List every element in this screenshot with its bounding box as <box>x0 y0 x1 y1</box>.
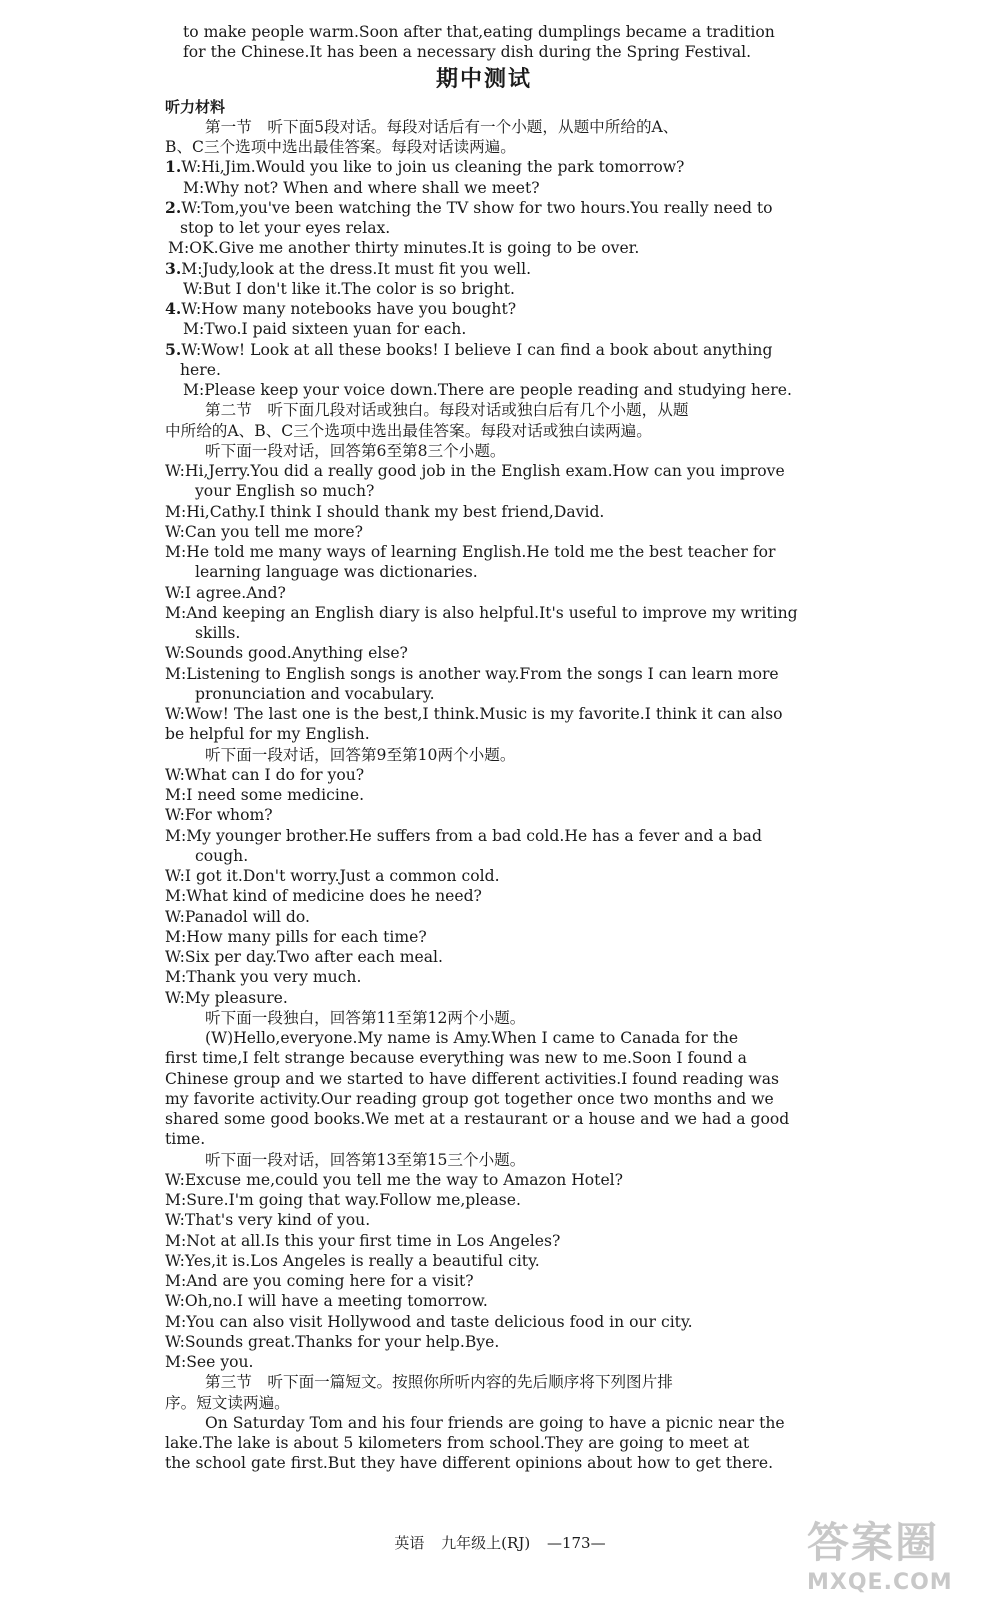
dialogue-heading: 听下面一段对话，回答第9至第10两个小题。 <box>205 745 516 764</box>
dialogue-line: W:I got it.Don't worry.Just a common cold. <box>165 867 500 885</box>
page-content <box>165 22 803 1474</box>
monologue-block <box>165 1028 803 1150</box>
watermark-text: 答案圈 <box>807 1518 940 1567</box>
monologue-line: my favorite activity.Our reading group got together once two months and we <box>165 1089 774 1108</box>
section2-instruction: 第二节 听下面几段对话或独白。每段对话或独白后有几个小题，从题 <box>205 401 689 420</box>
dialogue-line: W:Excuse me,could you tell me the way to Amazon Hotel? <box>165 1170 624 1189</box>
dialogue-line: W:Can you tell me more? <box>165 522 363 541</box>
dialogue-line: M:Not at all.Is this your first time in Los Angeles? <box>165 1231 561 1250</box>
dialogue-line: M:And are you coming here for a visit? <box>165 1272 474 1290</box>
dialogue-line: W:Hi,Jerry.You did a really good job in the English exam.How can you improve your English so much? <box>165 462 785 501</box>
monologue-line: time. <box>165 1130 206 1149</box>
dialogue-line: M:My younger brother.He suffers from a bad cold.He has a fever and a bad cough. <box>165 826 762 865</box>
monologue-line: shared some good books.We met at a restaurant or a house and we had a good <box>165 1110 790 1128</box>
intro-line: to make people warm.Soon after that,eating dumplings became a tradition <box>183 23 775 41</box>
page-title: 期中测试 <box>435 66 532 92</box>
passage-block <box>165 1413 803 1474</box>
dialogue-line: M:See you. <box>165 1353 254 1371</box>
dialogue-line: M:He told me many ways of learning English.He told me the best teacher for learning language was dictionaries. <box>165 543 776 582</box>
dialogue-block <box>165 461 803 745</box>
dialogue-line: W:That's very kind of you. <box>165 1211 371 1230</box>
dialogue-line: M:How many pills for each time? <box>165 927 427 946</box>
passage-line: lake.The lake is about 5 kilometers from school.They are going to meet at <box>165 1434 750 1452</box>
dialogue-line: 4.W:How many notebooks have you bought? <box>165 299 517 318</box>
dialogue-line: M:What kind of medicine does he need? <box>165 887 482 906</box>
dialogue-line: M:Hi,Cathy.I think I should thank my best friend,David. <box>165 502 605 521</box>
passage-line: the school gate first.But they have different opinions about how to get there. <box>165 1454 774 1473</box>
dialogue-line: W:My pleasure. <box>165 988 288 1007</box>
dialogue-line: M:Sure.I'm going that way.Follow me,please. <box>165 1191 521 1209</box>
watermark-url: MXQE.COM <box>807 1570 953 1595</box>
watermark-logo <box>807 1510 982 1595</box>
dialogue-heading: 听下面一段对话，回答第6至第8三个小题。 <box>205 441 506 460</box>
dialogue-line: W:For whom? <box>165 806 273 825</box>
dialogue-line: M:I need some medicine. <box>165 786 365 804</box>
dialogue-line: M:Thank you very much. <box>165 968 362 987</box>
dialogue-block <box>165 1170 803 1373</box>
dialogue-line: M:Listening to English songs is another way.From the songs I can learn more pronunciation and vocabulary. <box>165 664 779 703</box>
section3-instruction: 第三节 听下面一篇短文。按照你所听内容的先后顺序将下列图片排 <box>205 1373 673 1392</box>
footer-subject: 英语 <box>394 1534 425 1552</box>
dialogue-line: W:Wow! The last one is the best,I think.Music is my favorite.I think it can also be helpful for my English. <box>165 705 783 744</box>
dialogue-line: 5.W:Wow! Look at all these books! I believe I can find a book about anything here. <box>165 339 773 379</box>
dialogue-block <box>165 765 803 1008</box>
dialogue-line: W:I agree.And? <box>165 583 286 602</box>
dialogue-line: W:Panadol will do. <box>165 907 310 926</box>
section-subtitle: 听力材料 <box>165 97 226 116</box>
dialogue-line: W:Oh,no.I will have a meeting tomorrow. <box>165 1292 488 1311</box>
dialogue-line: M:Please keep your voice down.There are people reading and studying here. <box>183 381 792 399</box>
section1-instruction: 第一节 听下面5段对话。每段对话后有一个小题，从题中所给的A、 <box>205 117 679 136</box>
dialogue-line: M:OK.Give me another thirty minutes.It is going to be over. <box>168 239 640 258</box>
dialogue-line: W:Sounds great.Thanks for your help.Bye. <box>165 1332 500 1351</box>
monologue-line: first time,I felt strange because everything was new to me.Soon I found a <box>165 1049 747 1068</box>
monologue-line: (W)Hello,everyone.My name is Amy.When I came to Canada for the <box>205 1029 739 1047</box>
dialogue-line: 1.W:Hi,Jim.Would you like to join us cleaning the park tomorrow? <box>165 157 685 177</box>
dialogue-line: W:Yes,it is.Los Angeles is really a beautiful city. <box>165 1251 540 1270</box>
monologue-heading: 听下面一段独白，回答第11至第12两个小题。 <box>205 1008 526 1027</box>
dialogue-line: W:But I don't like it.The color is so bright. <box>183 279 516 298</box>
footer-page-number: —173— <box>546 1534 606 1552</box>
passage-line: On Saturday Tom and his four friends are going to have a picnic near the <box>205 1413 785 1432</box>
dialogue-heading: 听下面一段对话，回答第13至第15三个小题。 <box>205 1150 526 1169</box>
section3-instruction: 序。短文读两遍。 <box>165 1393 290 1412</box>
monologue-line: Chinese group and we started to have different activities.I found reading was <box>165 1069 780 1088</box>
dialogue-line: W:Sounds good.Anything else? <box>165 644 408 663</box>
dialogue-line: M:And keeping an English diary is also helpful.It's useful to improve my writing skills. <box>165 603 798 642</box>
dialogue-line: M:Two.I paid sixteen yuan for each. <box>183 320 467 339</box>
section1-instruction: B、C三个选项中选出最佳答案。每段对话读两遍。 <box>165 138 516 156</box>
dialogue-line: 3.M:Judy,look at the dress.It must fit you well. <box>165 258 532 278</box>
section1-items <box>165 157 803 400</box>
dialogue-line: M:You can also visit Hollywood and taste delicious food in our city. <box>165 1312 693 1331</box>
dialogue-line: W:Six per day.Two after each meal. <box>165 948 443 966</box>
dialogue-line: M:Why not? When and where shall we meet? <box>183 178 540 197</box>
dialogue-line: W:What can I do for you? <box>165 765 365 784</box>
dialogue-line: 2.W:Tom,you've been watching the TV show for two hours.You really need to stop to let your eyes relax. <box>165 197 773 237</box>
footer-grade: 九年级上(RJ) <box>441 1534 531 1552</box>
section2-instruction: 中所给的A、B、C三个选项中选出最佳答案。每段对话或独白读两遍。 <box>165 421 652 440</box>
intro-line: for the Chinese.It has been a necessary dish during the Spring Festival. <box>183 43 752 62</box>
